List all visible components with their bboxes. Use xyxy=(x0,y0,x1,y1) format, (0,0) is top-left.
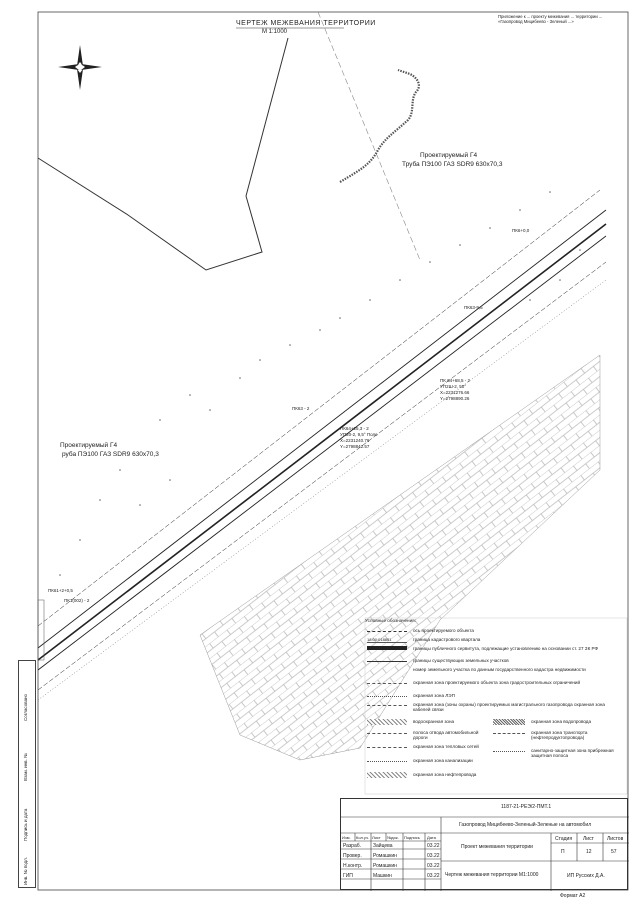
legend-item: водоохранная зона xyxy=(367,719,483,725)
col-header: Дата xyxy=(427,835,436,840)
title-block xyxy=(340,798,628,890)
doc-title: Проект межевания территории xyxy=(461,844,533,850)
row-role: Н.контр. xyxy=(343,863,363,869)
sheets-label: Листов xyxy=(607,836,624,842)
side-label: Взам. инв. № xyxy=(23,753,28,781)
row-name: Зайцева xyxy=(373,843,393,849)
row-role: Разраб. xyxy=(343,843,362,849)
col-header: Лист xyxy=(372,835,381,840)
row-date: 03.22 xyxy=(427,863,440,869)
format-label: Формат А2 xyxy=(560,893,586,899)
col-header: №док. xyxy=(387,835,399,840)
col-header: Изм. xyxy=(342,835,351,840)
legend xyxy=(365,618,625,794)
row-role: ГИП xyxy=(343,873,353,879)
col-header: Подпись xyxy=(404,835,420,840)
sheets-value: 57 xyxy=(611,849,617,855)
side-approval-box xyxy=(18,660,36,888)
row-name: Ромашкин xyxy=(373,853,397,859)
point-label: ПК 64+68,5 - 2 УП2Ш-2, 50° X=2231276.66 Y=2798890.26 xyxy=(440,378,470,401)
legend-item: границы существующих земельных участков xyxy=(367,658,613,667)
pipe-label-left-line2: руба ПЭ100 ГАЗ SDR9 630х70,3 xyxy=(62,451,159,458)
legend-item: охранная зона (зоны охраны) проектируемых магистрального газопровода охранная зона кабелей связи xyxy=(367,702,613,713)
pipe-label-top-line1: Проектируемый Г4 xyxy=(420,152,478,159)
point-label: ПК61+2+0,5 xyxy=(48,588,73,593)
row-name: Машкин xyxy=(373,873,392,879)
pipe-label-top-line2: Труба ПЭ100 ГАЗ SDR9 630х70,3 xyxy=(402,161,503,168)
appendix-note: Приложение к ... проекту межевания ... территории ... «Газопровод Мицибеево - Зеленый ...» xyxy=(498,14,603,25)
sheet-value: 12 xyxy=(586,849,592,855)
pipe-label-left-line1: Проектируемый Г4 xyxy=(60,442,118,449)
company-name: ИП Русских Д.А. xyxy=(567,873,605,879)
legend-item: охранная зона проектируемого объекта зона градостроительных ограничений xyxy=(367,680,613,689)
doc-code: 1187-21-РЕЭ/2-ПМТ.1 xyxy=(501,804,552,810)
object-name: Газопровод Мицибеево-Зеленый-Зеленые на автомобил xyxy=(459,822,592,828)
side-label: Инв. № подл. xyxy=(23,856,28,885)
left-note-box xyxy=(38,600,44,660)
drawing-scale: М 1:1000 xyxy=(262,29,288,35)
point-label: ПК63-9,5 xyxy=(464,305,483,310)
col-header: Кол.уч. xyxy=(356,835,370,840)
legend-item: 18:00:018801 граница кадастрового квартала xyxy=(367,637,481,642)
legend-item: охранная зона ЛЭП xyxy=(367,693,613,702)
legend-item: охранная зона водопровода xyxy=(493,719,621,725)
legend-item: полоса отвода автомобильной дороги xyxy=(367,730,483,741)
sheet-label: Лист xyxy=(583,836,594,842)
legend-header: Условные обозначения: xyxy=(365,618,416,623)
drawing-title: ЧЕРТЕЖ МЕЖЕВАНИЯ ТЕРРИТОРИИ xyxy=(236,20,376,27)
row-name: Ромашкин xyxy=(373,863,397,869)
row-date: 03.22 xyxy=(427,853,440,859)
row-date: 03.22 xyxy=(427,843,440,849)
point-label: ПК63 - 2 xyxy=(292,406,310,411)
row-role: Провер. xyxy=(343,853,362,859)
point-label: ПК64+25,3 - 2 УП20-2, 9,5° Поле X=2231240.76 Y=2798842.57 xyxy=(340,426,378,449)
point-label: ПК1(002) - 2 xyxy=(64,598,90,603)
point-label: ПК6+0,0 xyxy=(512,228,530,233)
stage-label: Стадия xyxy=(555,836,573,842)
legend-item: санитарно-защитная зона прибрежная защитная полоса xyxy=(493,748,621,759)
legend-item: охранная зона тепловых сетей xyxy=(367,744,483,753)
stage-value: П xyxy=(561,849,565,855)
legend-item: границы публичного сервитута, подлежащие установлению на основании ст. 27 ЗК РФ xyxy=(367,646,613,651)
row-date: 03.22 xyxy=(427,873,440,879)
legend-item: номер земельного участка по данным государственного кадастра недвижимости xyxy=(413,667,586,672)
side-label: Подпись и дата xyxy=(23,808,28,841)
legend-item: охранная зона транспорта (нефтепродуктопровода) xyxy=(493,730,621,741)
legend-item: ось проектируемого объекта xyxy=(367,628,613,637)
land-parcel-outline xyxy=(38,38,288,270)
side-label: Согласовано xyxy=(23,693,28,721)
legend-item: охранная зона канализации xyxy=(367,758,483,767)
legend-item: охранная зона нефтепровода xyxy=(367,772,483,778)
north-arrow-icon xyxy=(58,45,102,90)
sheet-title: Чертеж межевания территории М1:1000 xyxy=(445,872,539,878)
